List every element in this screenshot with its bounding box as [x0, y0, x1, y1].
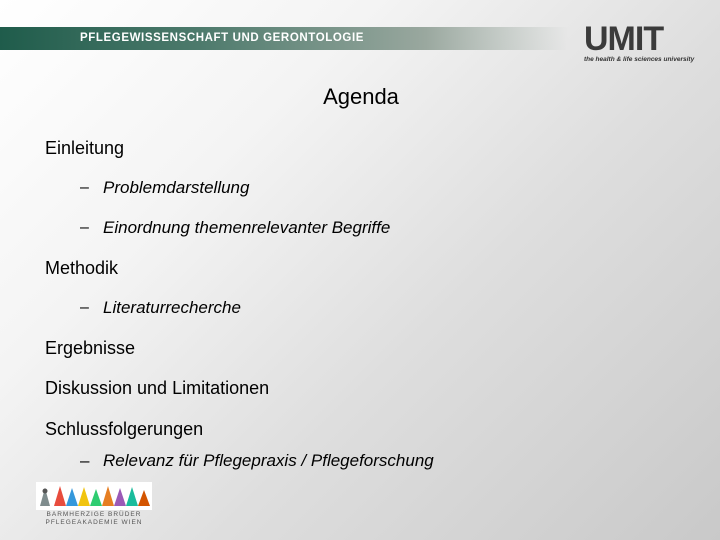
agenda-item-diskussion: Diskussion und Limitationen: [45, 378, 270, 398]
barmherzige-brueder-logo: [36, 482, 152, 527]
slide-title-text: Agenda: [323, 84, 399, 109]
sub-item-dash: –: [80, 179, 89, 196]
bb-logo-graphic: [36, 482, 152, 510]
bb-logo-line2: PFLEGEAKADEMIE WIEN: [45, 519, 143, 526]
slide-title: [0, 84, 720, 110]
sub-item-dash: –: [80, 451, 90, 470]
sub-item-dash: –: [80, 299, 89, 316]
agenda-item-schlussfolgerungen: Schlussfolgerungen: [45, 419, 204, 439]
umit-tagline: the health & life sciences university: [584, 56, 695, 63]
bb-logo-line1: BARMHERZIGE BRÜDER: [46, 511, 142, 518]
sub-item-begriffe: Einordnung themenrelevanter Begriffe: [103, 218, 391, 237]
agenda-item-methodik: Methodik: [45, 258, 119, 278]
sub-item-relevanz: Relevanz für Pflegepraxis / Pflegeforschung: [103, 451, 434, 470]
sub-item-literaturrecherche: Literaturrecherche: [103, 298, 241, 317]
umit-logo: UMIT: [584, 20, 664, 58]
header-banner: [0, 27, 568, 50]
banner-title: PFLEGEWISSENSCHAFT UND GERONTOLOGIE: [80, 32, 365, 44]
sub-item-problemdarstellung: Problemdarstellung: [103, 178, 250, 197]
agenda-item-ergebnisse: Ergebnisse: [45, 338, 136, 358]
agenda-item-einleitung: Einleitung: [45, 138, 125, 158]
sub-item-dash: –: [80, 219, 89, 236]
